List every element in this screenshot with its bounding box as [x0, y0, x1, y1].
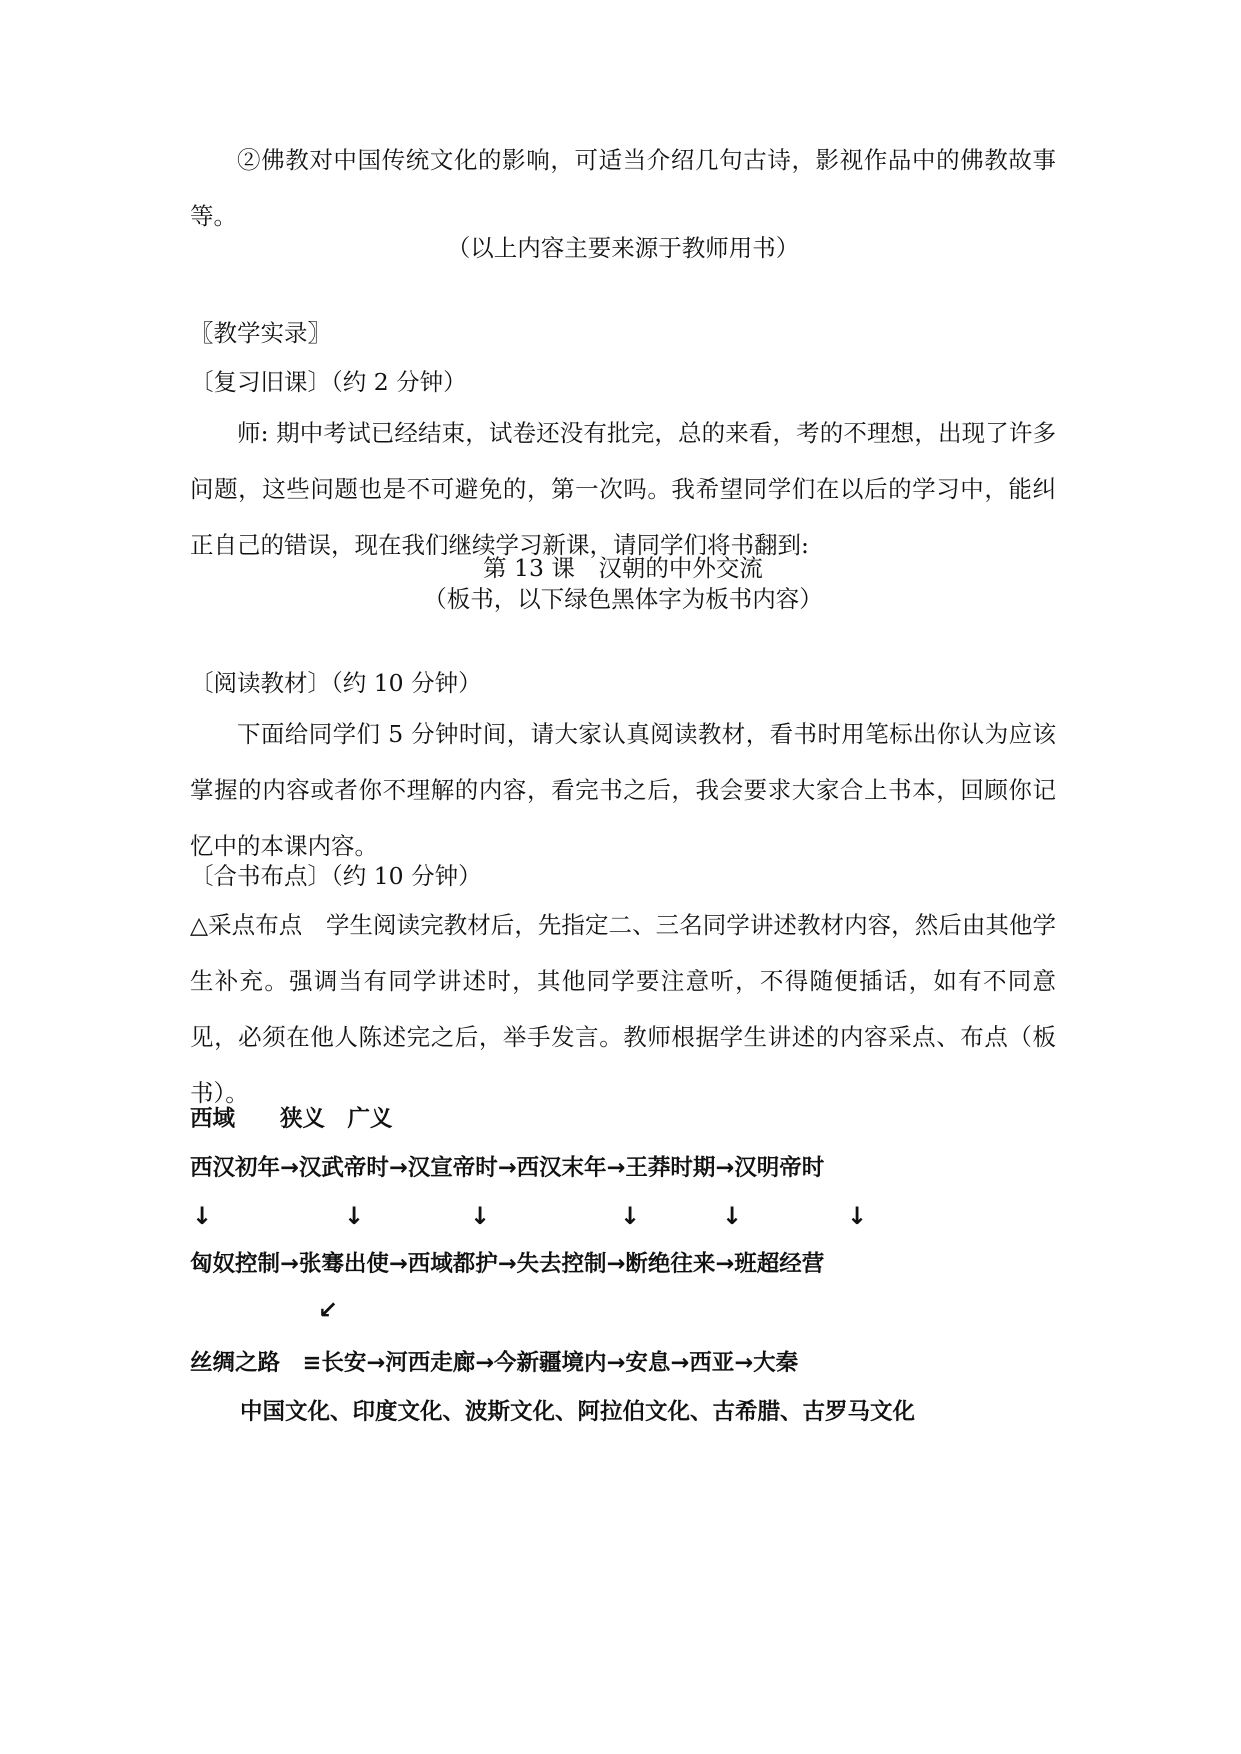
down-arrow-6: ↓	[847, 1202, 868, 1230]
review-paragraph: 师: 期中考试已经结束，试卷还没有批完，总的来看，考的不理想，出现了许多问题，这些问题也是不可避免的，第一次吗。我希望同学们在以后的学习中，能纠正自己的错误，现在我们继续学习新课，请同学们将书翻到:	[190, 419, 1056, 559]
source-note: （以上内容主要来源于教师用书）	[446, 234, 800, 262]
down-arrow-3: ↓	[470, 1202, 491, 1230]
lesson-title: 第 13 课 汉朝的中外交流	[483, 554, 763, 582]
down-arrow-4: ↓	[620, 1202, 641, 1230]
board-cultures-line: 中国文化、印度文化、波斯文化、阿拉伯文化、古希腊、古罗马文化	[240, 1399, 916, 1425]
reading-heading: 〔阅读教材〕（约 10 分钟）	[190, 669, 482, 697]
board-silk-road-line: 丝绸之路 ≡长安→河西走廊→今新疆境内→安息→西亚→大秦	[190, 1350, 799, 1376]
closing-heading: 〔合书布点〕（约 10 分钟）	[190, 862, 482, 890]
down-arrow-1: ↓	[192, 1202, 213, 1230]
down-arrow-2: ↓	[344, 1202, 365, 1230]
reading-paragraph: 下面给同学们 5 分钟时间，请大家认真阅读教材，看书时用笔标出你认为应该掌握的内容或者你不理解的内容，看完书之后，我会要求大家合上书本，回顾你记忆中的本课内容。	[190, 720, 1056, 860]
section-title: 〖教学实录〗	[190, 319, 331, 347]
intro-paragraph: ②佛教对中国传统文化的影响，可适当介绍几句古诗，影视作品中的佛教故事等。	[190, 146, 1056, 230]
down-arrow-5: ↓	[722, 1202, 743, 1230]
board-xiyu-line: 西域 狭义 广义	[190, 1106, 393, 1132]
closing-paragraph: △采点布点 学生阅读完教材后，先指定二、三名同学讲述教材内容，然后由其他学生补充。强调当有同学讲述时，其他同学要注意听，不得随便插话，如有不同意见，必须在他人陈述完之后，举手发言。教师根据学生讲述的内容采点、布点（板书）。	[190, 911, 1056, 1107]
board-note: （板书，以下绿色黑体字为板书内容）	[423, 585, 823, 613]
board-events-line: 匈奴控制→张骞出使→西域都护→失去控制→断绝往来→班超经营	[190, 1251, 825, 1277]
board-periods-line: 西汉初年→汉武帝时→汉宣帝时→西汉末年→王莽时期→汉明帝时	[190, 1155, 825, 1181]
diagonal-arrow: ↙	[318, 1296, 339, 1324]
review-heading: 〔复习旧课〕（约 2 分钟）	[190, 368, 467, 396]
